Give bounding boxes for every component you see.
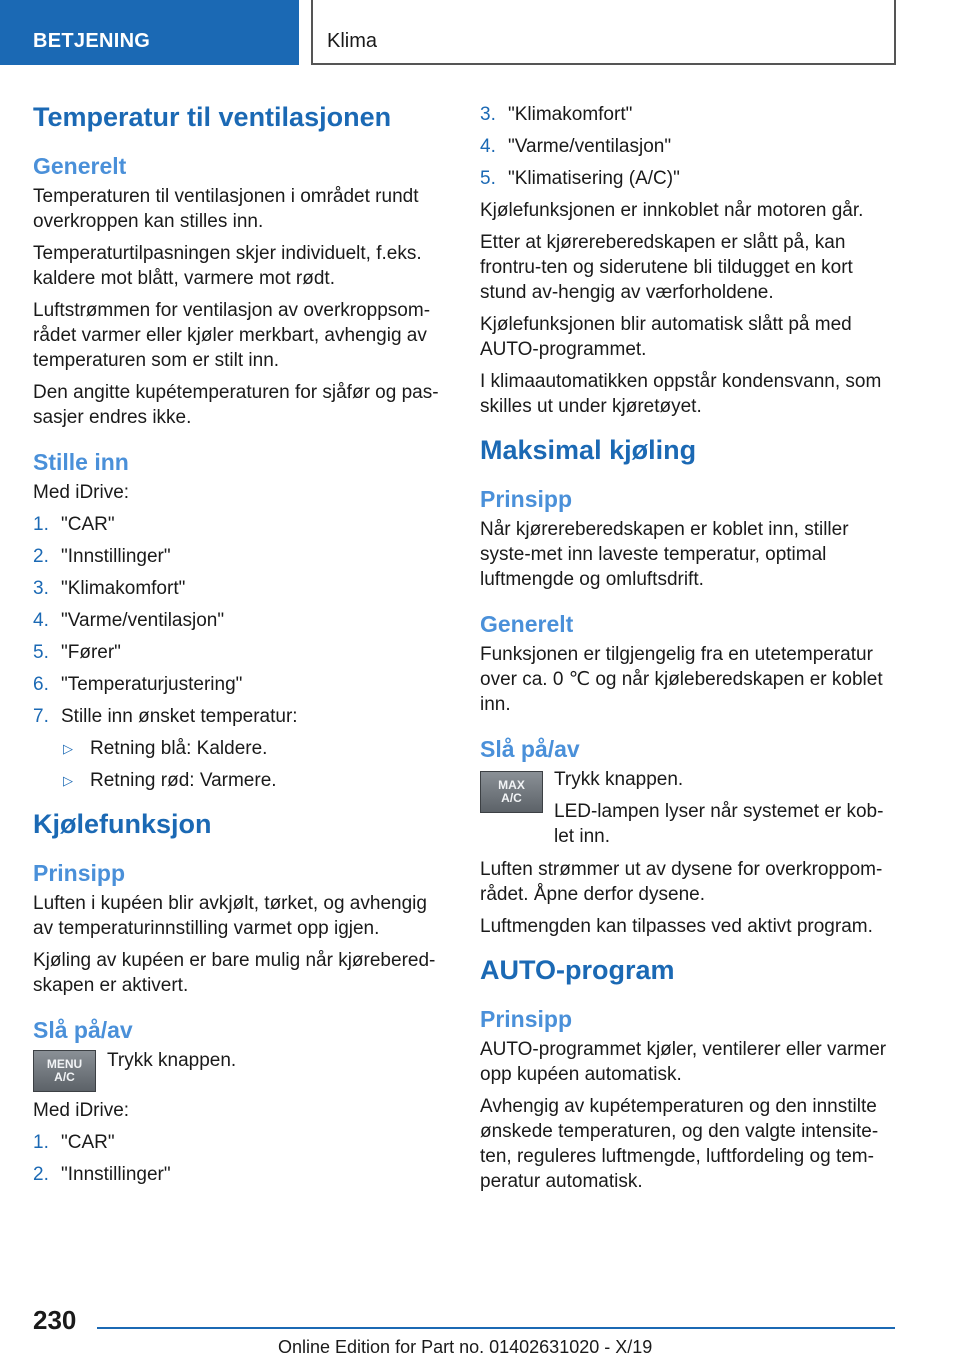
list-text: "Innstillinger" xyxy=(61,1164,171,1185)
sub-list xyxy=(61,736,443,793)
list-number: 7. xyxy=(33,706,49,727)
left-column xyxy=(33,100,443,1194)
list-number: 1. xyxy=(33,514,49,535)
paragraph: Når kjørereberedskapen er koblet inn, stiller syste‐met inn laveste temperatur, optimal luftmengde og omluftsdrift. xyxy=(480,519,849,590)
list-number: 5. xyxy=(480,168,496,189)
list-item xyxy=(33,704,443,729)
title-temperatur-ventilasjon: Temperatur til ventilasjonen xyxy=(33,102,392,132)
paragraph: Med iDrive: xyxy=(33,482,130,503)
title-maksimal-kjoling: Maksimal kjøling xyxy=(480,435,697,465)
list-text: "Varme/ventilasjon" xyxy=(508,136,672,157)
list-number: 3. xyxy=(480,104,496,125)
list-text: "Klimatisering (A/C)" xyxy=(508,168,680,189)
paragraph: Luften strømmer ut av dysene for overkroppom‐rådet. Åpne derfor dysene. xyxy=(480,859,883,905)
paragraph: LED-lampen lyser når systemet er kob‐let inn. xyxy=(554,801,884,847)
list-item xyxy=(33,1162,443,1187)
header-section-tab xyxy=(0,0,299,65)
list-item xyxy=(33,640,443,665)
list-number: 2. xyxy=(33,546,49,567)
list-number: 2. xyxy=(33,1164,49,1185)
list-number: 4. xyxy=(33,610,49,631)
list-text: "CAR" xyxy=(61,1132,115,1153)
paragraph: Kjøling av kupéen er bare mulig når kjørebered‐skapen er aktivert. xyxy=(33,950,436,996)
heading-slaa-paa-av: Slå på/av xyxy=(480,736,580,762)
paragraph: AUTO-programmet kjøler, ventilerer eller varmer opp kupéen automatisk. xyxy=(480,1039,887,1085)
paragraph: Funksjonen er tilgjengelig fra en utetemperatur over ca. 0 ℃ og når kjøleberedskapen er koblet inn. xyxy=(480,644,883,715)
sub-list-item xyxy=(61,736,443,761)
heading-prinsipp: Prinsipp xyxy=(480,1006,573,1032)
header-chapter-box xyxy=(311,0,896,65)
right-column xyxy=(480,102,890,1201)
list-item xyxy=(480,134,890,159)
steps-list xyxy=(33,512,443,729)
list-item xyxy=(33,512,443,537)
list-item xyxy=(33,672,443,697)
heading-prinsipp: Prinsipp xyxy=(33,860,126,886)
heading-generelt: Generelt xyxy=(480,611,574,637)
list-text: "Fører" xyxy=(61,642,121,663)
list-number: 3. xyxy=(33,578,49,599)
heading-slaa-paa-av: Slå på/av xyxy=(33,1017,133,1043)
paragraph: Med iDrive: xyxy=(33,1100,130,1121)
paragraph: Etter at kjørereberedskapen er slått på, kan frontru‐ten og siderutene bli tildugget en kort stund av‐hengig av værforholdene. xyxy=(480,232,853,303)
list-text: "Temperaturjustering" xyxy=(61,674,243,695)
list-text: "Innstillinger" xyxy=(61,546,171,567)
header-section-label: BETJENING xyxy=(33,30,151,52)
heading-stille-inn: Stille inn xyxy=(33,449,129,475)
list-item xyxy=(480,166,890,191)
paragraph: Kjølefunksjonen er innkoblet når motoren går. xyxy=(480,200,864,221)
heading-prinsipp: Prinsipp xyxy=(480,486,573,512)
title-auto-program: AUTO-program xyxy=(480,955,675,985)
triangle-bullet-icon: ▷ xyxy=(63,773,73,788)
list-item xyxy=(33,608,443,633)
list-number: 6. xyxy=(33,674,49,695)
title-kjolefunksjon: Kjølefunksjon xyxy=(33,809,212,839)
triangle-bullet-icon: ▷ xyxy=(63,741,73,756)
list-item xyxy=(33,1130,443,1155)
footer-edition: Online Edition for Part no. 01402631020 - X/19 xyxy=(278,1337,653,1357)
list-item xyxy=(33,576,443,601)
paragraph: I klimaautomatikken oppstår kondensvann, som skilles ut under kjøretøyet. xyxy=(480,371,882,417)
page-number: 230 xyxy=(33,1305,77,1335)
header-chapter-label: Klima xyxy=(327,30,378,52)
button-instruction xyxy=(33,1048,443,1092)
paragraph: Trykk knappen. xyxy=(107,1050,237,1071)
max-ac-button-icon: MAX A/C xyxy=(480,771,543,813)
list-text: Stille inn ønsket temperatur: xyxy=(61,706,298,727)
paragraph: Avhengig av kupétemperaturen og den innstilte ønskede temperaturen, og den valgte intensite‐ten, reguleres luftmengde, luftfordeling og tem‐peratur automatisk. xyxy=(480,1096,879,1192)
paragraph: Luftmengden kan tilpasses ved aktivt program. xyxy=(480,916,873,937)
footer-divider xyxy=(97,1327,895,1329)
button-instruction xyxy=(480,767,890,849)
paragraph: Temperaturen til ventilasjonen i området rundt overkroppen kan stilles inn. xyxy=(33,186,419,232)
list-item xyxy=(33,544,443,569)
list-text: Retning rød: Varmere. xyxy=(90,770,277,791)
sub-list-item xyxy=(61,768,443,793)
list-number: 4. xyxy=(480,136,496,157)
list-text: "Klimakomfort" xyxy=(508,104,633,125)
paragraph: Kjølefunksjonen blir automatisk slått på med AUTO-programmet. xyxy=(480,314,852,360)
list-text: Retning blå: Kaldere. xyxy=(90,738,268,759)
paragraph: Temperaturtilpasningen skjer individuelt, f.eks. kaldere mot blått, varmere mot rødt. xyxy=(33,243,422,289)
list-text: "Varme/ventilasjon" xyxy=(61,610,225,631)
paragraph: Den angitte kupétemperaturen for sjåfør og pas‐sasjer endres ikke. xyxy=(33,382,439,428)
list-text: "CAR" xyxy=(61,514,115,535)
menu-ac-button-icon: MENU A/C xyxy=(33,1050,96,1092)
paragraph: Luften i kupéen blir avkjølt, tørket, og avhengig av temperaturinnstilling varmet opp igjen. xyxy=(33,893,427,939)
list-item xyxy=(480,102,890,127)
paragraph: Trykk knappen. xyxy=(554,769,684,790)
list-text: "Klimakomfort" xyxy=(61,578,186,599)
paragraph: Luftstrømmen for ventilasjon av overkroppsom‐rådet varmer eller kjøler merkbart, avhengig av temperaturen som er stilt inn. xyxy=(33,300,431,371)
steps-list xyxy=(33,1130,443,1187)
list-number: 1. xyxy=(33,1132,49,1153)
steps-list xyxy=(480,102,890,191)
heading-generelt: Generelt xyxy=(33,153,127,179)
list-number: 5. xyxy=(33,642,49,663)
